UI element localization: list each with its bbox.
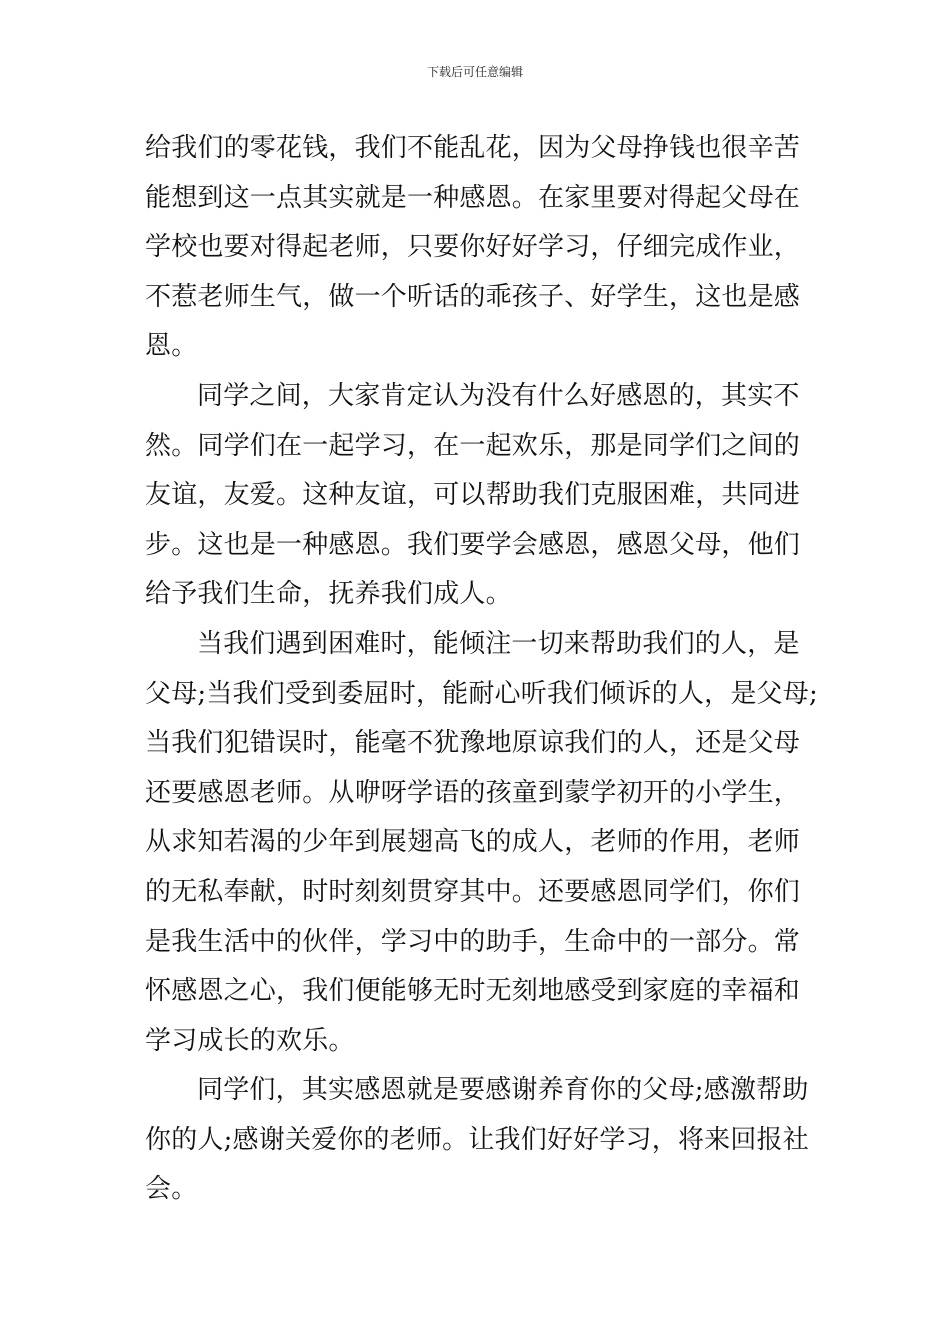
text-line: 是我生活中的伙伴，学习中的助手，生命中的一部分。常 [145, 926, 801, 957]
text-line: 不惹老师生气，做一个听话的乖孩子、好学生，这也是感 [145, 281, 801, 312]
text-line: 学校也要对得起老师，只要你好好学习，仔细完成作业， [145, 232, 801, 263]
text-line: 友谊，友爱。这种友谊，可以帮助我们克服困难，共同进 [145, 480, 801, 511]
text-line: 当我们犯错误时，能毫不犹豫地原谅我们的人，还是父母 [145, 728, 801, 759]
text-line: 从求知若渴的少年到展翅高飞的成人，老师的作用，老师 [145, 827, 801, 858]
paragraph-first-line: 同学之间，大家肯定认为没有什么好感恩的，其实不 [197, 380, 800, 411]
body-text [145, 124, 818, 1215]
text-line: 能想到这一点其实就是一种感恩。在家里要对得起父母在 [145, 182, 801, 213]
text-line: 怀感恩之心，我们便能够无时无刻地感受到家庭的幸福和 [145, 976, 801, 1007]
paragraph-first-line: 同学们，其实感恩就是要感谢养育你的父母;感激帮助 [197, 1075, 809, 1106]
text-line: 学习成长的欢乐。 [145, 1025, 355, 1056]
paragraph-first-line: 当我们遇到困难时，能倾注一切来帮助我们的人，是 [197, 628, 800, 659]
text-line: 还要感恩老师。从咿呀学语的孩童到蒙学初开的小学生， [145, 777, 801, 808]
text-line: 恩。 [145, 331, 198, 362]
text-line: 给我们的零花钱，我们不能乱花，因为父母挣钱也很辛苦 [145, 133, 801, 163]
text-line: 父母;当我们受到委屈时，能耐心听我们倾诉的人，是父母; [145, 678, 818, 709]
page-header: 下载后可任意编辑 [426, 65, 523, 79]
text-line: 步。这也是一种感恩。我们要学会感恩，感恩父母，他们 [145, 529, 801, 560]
text-line: 会。 [145, 1174, 198, 1205]
text-line: 你的人;感谢关爱你的老师。让我们好好学习，将来回报社 [145, 1124, 809, 1155]
text-line: 的无私奉献，时时刻刻贯穿其中。还要感恩同学们，你们 [145, 876, 801, 907]
text-line: 然。同学们在一起学习，在一起欢乐，那是同学们之间的 [145, 430, 801, 461]
text-line: 给予我们生命，抚养我们成人。 [145, 579, 512, 610]
